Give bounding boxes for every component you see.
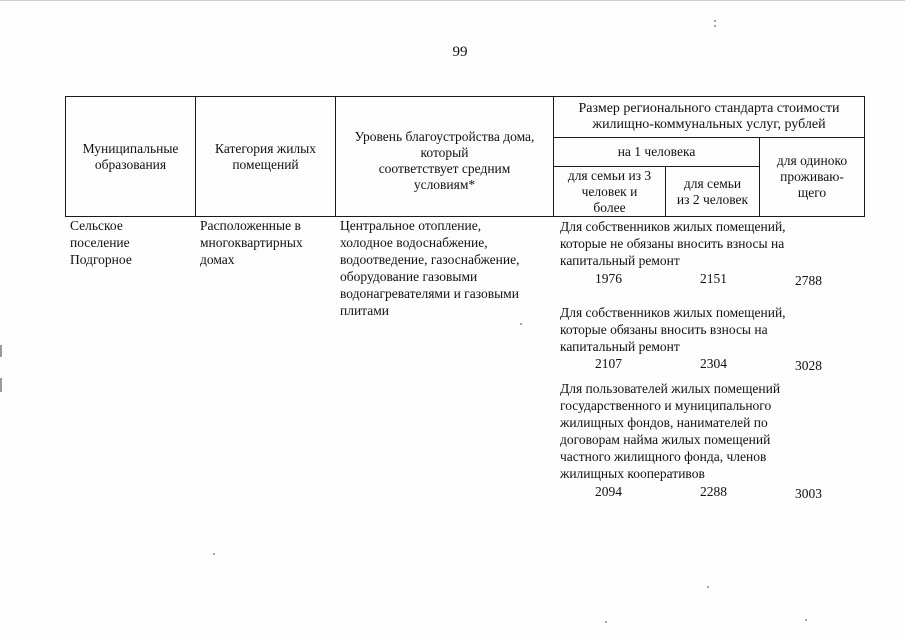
header-single: для одиноко проживаю- щего <box>776 153 848 200</box>
value-single: 2788 <box>795 273 822 288</box>
header-level: Уровень благоустройства дома, который соответствует средним условиям* <box>354 128 535 192</box>
group-label: Для собственников жилых помещений, которые не обязаны вносить взносы на капитальный ремонт <box>560 219 786 268</box>
scan-speck <box>714 25 716 27</box>
scan-speck <box>213 553 215 555</box>
group-label: Для собственников жилых помещений, которые обязаны вносить взносы на капитальный ремонт <box>560 305 786 354</box>
value-family2: 2304 <box>700 356 727 371</box>
header-per-person: на 1 человека <box>617 144 696 159</box>
value-family3: 2107 <box>595 356 622 371</box>
header-municipality: Муниципальные образования <box>82 140 179 172</box>
header-category: Категория жилых помещений <box>215 140 316 172</box>
header-standard: Размер регионального стандарта стоимости жилищно-коммунальных услуг, рублей <box>578 101 840 132</box>
row-municipality: Сельское поселение Подгорное <box>70 218 132 267</box>
value-single: 3028 <box>795 358 822 373</box>
scan-edge-mark <box>0 345 2 357</box>
value-family3: 1976 <box>595 271 622 286</box>
scan-speck <box>605 621 607 623</box>
value-family3: 2094 <box>595 484 622 499</box>
page-number: 99 <box>452 44 468 60</box>
row-category: Расположенные в многоквартирных домах <box>200 218 303 267</box>
top-edge-line <box>0 0 905 1</box>
group-label: Для пользователей жилых помещений государственного и муниципального жилищных фондов, нанимателей по договорам найма жилых помещений частного жилищного фонда, членов жилищных кооперативов <box>560 381 781 481</box>
value-single: 3003 <box>795 486 822 501</box>
scan-speck <box>714 20 716 22</box>
column-border <box>864 96 865 217</box>
header-family3: для семьи из 3 человек и более <box>567 167 652 215</box>
row-level: Центральное отопление, холодное водоснабжение, водоотведение, газоснабжение, оборудование газовыми водонагревателями и газовыми плитами <box>340 218 520 318</box>
scan-speck <box>520 323 522 325</box>
value-family2: 2288 <box>700 484 727 499</box>
header-family2: для семьи из 2 человек <box>676 175 749 207</box>
scan-speck <box>707 586 709 588</box>
scan-edge-mark <box>0 378 2 392</box>
value-family2: 2151 <box>700 271 727 286</box>
scan-speck <box>805 619 807 621</box>
